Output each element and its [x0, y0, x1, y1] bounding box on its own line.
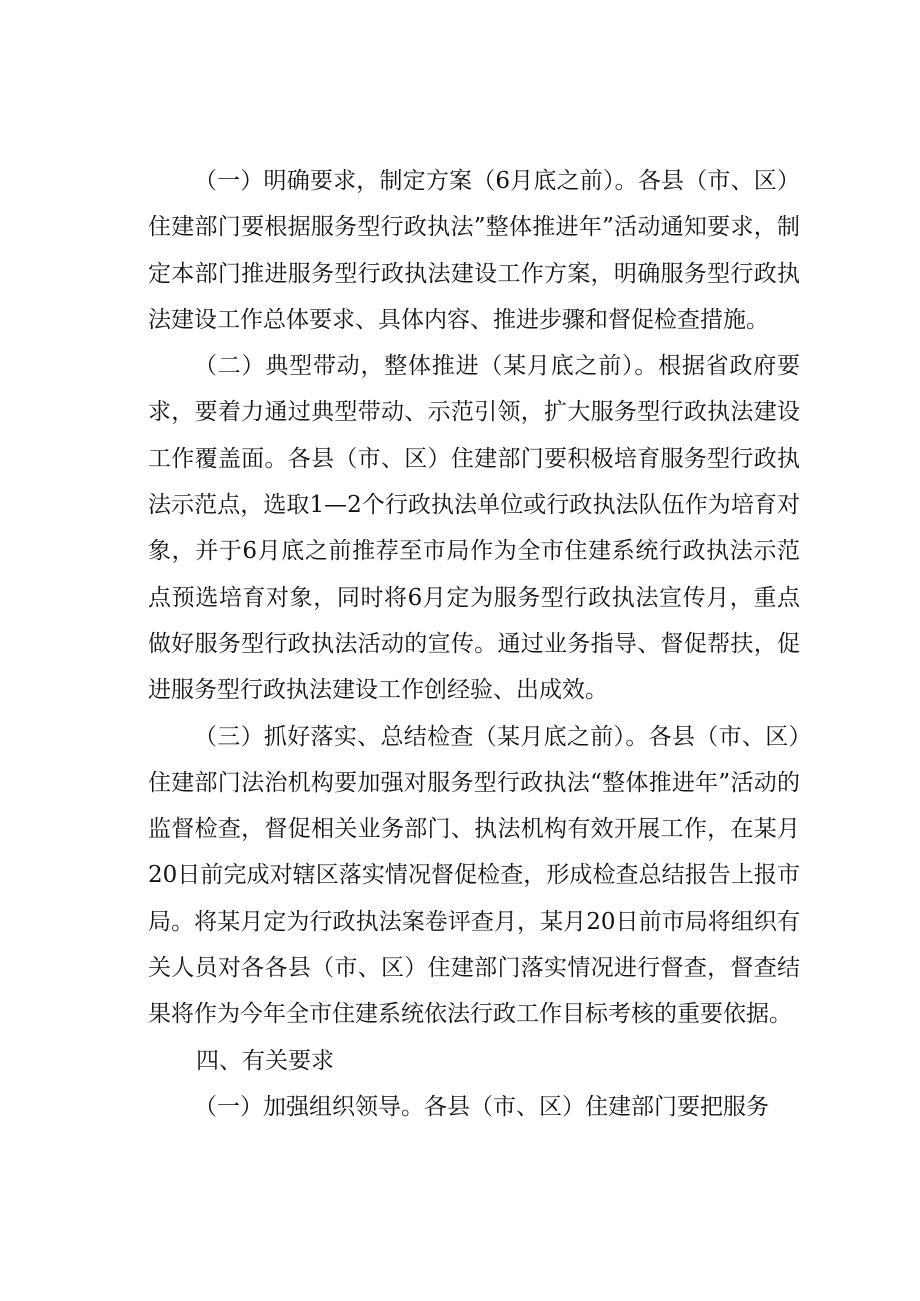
paragraph-formulate-plan: （一）明确要求，制定方案（6月底之前）。各县（市、区）住建部门要根据服务型行政执法”整体推进年”活动通知要求，制定本部门推进服务型行政执法建设工作方案，明确服务型行政执法建设工作总体要求、具体内容、推进步骤和督促检查措施。	[148, 168, 800, 333]
document-body	[148, 158, 800, 1130]
paragraph-implementation-check: （三）抓好落实、总结检查（某月底之前）。各县（市、区）住建部门法治机构要加强对服务型行政执法“整体推进年”活动的监督检查，督促相关业务部门、执法机构有效开展工作，在某月20日前完成对辖区落实情况督促检查，形成检查总结报告上报市局。将某月定为行政执法案卷评查月，某月20日前市局将组织有关人员对各各县（市、区）住建部门落实情况进行督查，督查结果将作为今年全市住建系统依法行政工作目标考核的重要依据。	[148, 723, 800, 1028]
paragraph-typical-example: （二）典型带动，整体推进（某月底之前）。根据省政府要求，要着力通过典型带动、示范引领，扩大服务型行政执法建设工作覆盖面。各县（市、区）住建部门要积极培育服务型行政执法示范点，选取1—2个行政执法单位或行政执法队伍作为培育对象，并于6月底之前推荐至市局作为全市住建系统行政执法示范点预选培育对象，同时将6月定为服务型行政执法宣传月，重点做好服务型行政执法活动的宣传。通过业务指导、督促帮扶，促进服务型行政执法建设工作创经验、出成效。	[148, 353, 800, 704]
paragraph-organization-leadership: （一）加强组织领导。各县（市、区）住建部门要把服务	[194, 1093, 769, 1120]
section-heading: 四、有关要求	[196, 1047, 334, 1074]
